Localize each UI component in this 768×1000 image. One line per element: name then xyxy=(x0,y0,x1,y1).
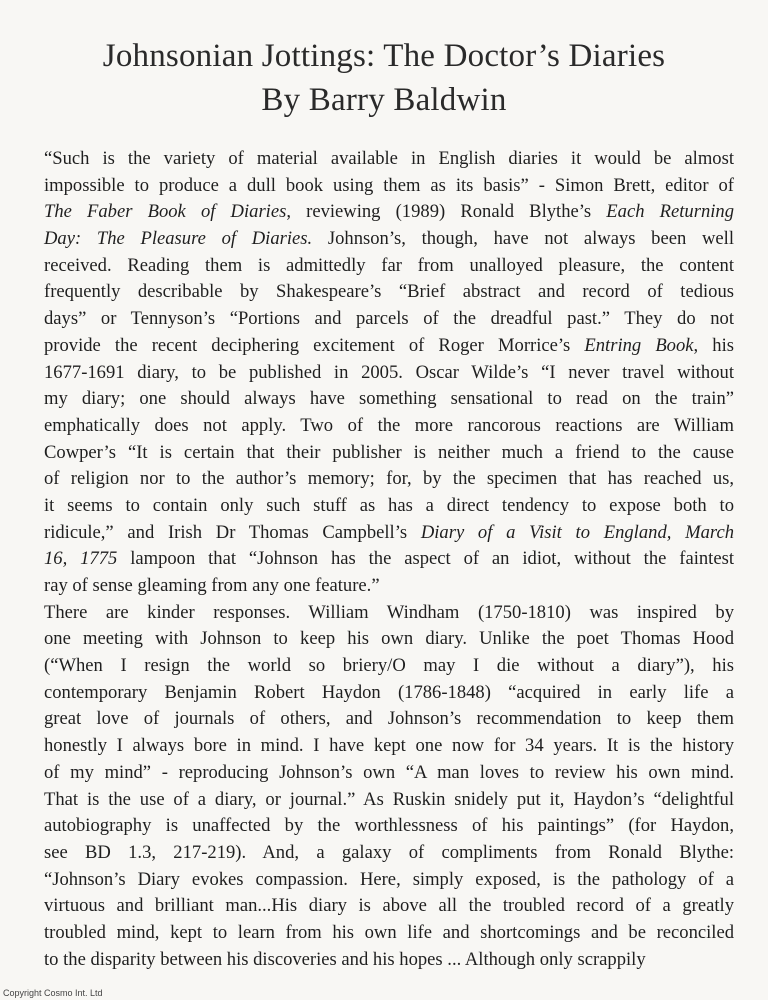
text-line xyxy=(44,787,734,814)
line-text: of my mind” - reproducing Johnson’s own “A man loves to review his own mind. xyxy=(44,761,734,783)
line-text: troubled mind, kept to learn from his own life and shortcomings and be reconciled xyxy=(44,921,734,943)
italic-title: Diary of a Visit to England, March xyxy=(420,521,734,543)
line-text: it seems to contain only such stuff as has a direct tendency to expose both to xyxy=(44,494,734,516)
line-text: “Such is the variety of material available in English diaries it would be almost xyxy=(44,148,734,169)
text-line xyxy=(44,413,734,440)
line-text: honestly I always bore in mind. I have kept one now for 34 years. It is the history xyxy=(44,735,734,757)
italic-title: 16, 1775 xyxy=(44,548,118,570)
text-line xyxy=(44,680,734,707)
text-line xyxy=(44,173,734,200)
text-line xyxy=(44,920,734,947)
line-text: virtuous and brilliant man...His diary is above all the troubled record of a greatly xyxy=(44,895,734,917)
text-line xyxy=(44,546,734,573)
line-text: contemporary Benjamin Robert Haydon (1786-1848) “acquired in early life a xyxy=(44,681,734,703)
text-line xyxy=(44,226,734,253)
line-text: “Johnson’s Diary evokes compassion. Here, simply exposed, is the pathology of a xyxy=(44,868,734,890)
text-line xyxy=(44,306,734,333)
line-text: (“When I resign the world so briery/O may I die without a diary”), his xyxy=(44,655,734,677)
text-line xyxy=(44,440,734,467)
line-text: Cowper’s “It is certain that their publisher is neither much a friend to the cause xyxy=(44,441,734,463)
article-title: Johnsonian Jottings: The Doctor’s Diaries xyxy=(102,38,666,74)
text-line xyxy=(44,867,734,894)
line-text: autobiography is unaffected by the worthlessness of his paintings” (for Haydon, xyxy=(44,815,734,837)
text-line xyxy=(44,279,734,306)
text-line xyxy=(44,840,734,867)
text-line xyxy=(44,893,734,920)
italic-title: Day: The Pleasure of Diaries. xyxy=(44,228,313,250)
line-text: to the disparity between his discoveries and his hopes ... Although only scrappily xyxy=(44,948,646,970)
article-body xyxy=(44,146,734,973)
line-text: There are kinder responses. William Windham (1750-1810) was inspired by xyxy=(44,601,734,623)
line-text: of religion nor to the author’s memory; for, by the specimen that has reached us, xyxy=(44,468,734,490)
line-text: Johnson’s, though, have not always been well xyxy=(312,228,734,250)
line-text: my diary; one should always have something sensational to read on the train” xyxy=(44,388,734,410)
line-text: impossible to produce a dull book using them as its basis” - Simon Brett, editor of xyxy=(44,174,734,196)
line-text: , reviewing (1989) Ronald Blythe’s xyxy=(286,201,607,223)
text-line xyxy=(44,333,734,360)
text-line xyxy=(44,253,734,280)
text-line xyxy=(44,573,734,600)
line-text: one meeting with Johnson to keep his own diary. Unlike the poet Thomas Hood xyxy=(44,628,734,650)
text-line xyxy=(44,653,734,680)
text-line xyxy=(44,466,734,493)
line-text: ridicule,” and Irish Dr Thomas Campbell’s xyxy=(44,521,421,543)
text-line xyxy=(44,146,734,173)
article-byline: By Barry Baldwin xyxy=(261,82,507,118)
line-text: see BD 1.3, 217-219). And, a galaxy of compliments from Ronald Blythe: xyxy=(44,841,734,863)
line-text: provide the recent deciphering excitement of Roger Morrice’s xyxy=(44,334,585,356)
line-text: received. Reading them is admittedly far from unalloyed pleasure, the content xyxy=(44,254,734,276)
line-text: great love of journals of others, and Johnson’s recommendation to keep them xyxy=(44,708,734,730)
text-line xyxy=(44,706,734,733)
italic-title: Entring Book xyxy=(584,334,694,356)
line-text: frequently describable by Shakespeare’s “Brief abstract and record of tedious xyxy=(44,281,734,303)
text-line xyxy=(44,386,734,413)
text-line xyxy=(44,626,734,653)
text-line xyxy=(44,199,734,226)
text-line xyxy=(44,360,734,387)
text-line xyxy=(44,947,734,974)
text-line xyxy=(44,520,734,547)
text-line xyxy=(44,600,734,627)
line-text: emphatically does not apply. Two of the more rancorous reactions are William xyxy=(44,414,734,436)
line-text: 1677-1691 diary, to be published in 2005. Oscar Wilde’s “I never travel without xyxy=(44,361,734,383)
line-text: days” or Tennyson’s “Portions and parcels of the dreadful past.” They do not xyxy=(44,308,734,330)
line-text: That is the use of a diary, or journal.” As Ruskin snidely put it, Haydon’s “delightful xyxy=(44,788,734,810)
text-line xyxy=(44,760,734,787)
line-text: ray of sense gleaming from any one feature.” xyxy=(44,575,380,596)
italic-title: The Faber Book of Diaries xyxy=(44,201,287,223)
line-text: , his xyxy=(693,334,734,356)
text-line xyxy=(44,733,734,760)
copyright-notice: Copyright Cosmo Int. Ltd xyxy=(3,988,103,998)
text-line xyxy=(44,493,734,520)
line-text: lampoon that “Johnson has the aspect of an idiot, without the faintest xyxy=(117,548,734,570)
text-line xyxy=(44,813,734,840)
italic-title: Each Returning xyxy=(606,201,735,223)
